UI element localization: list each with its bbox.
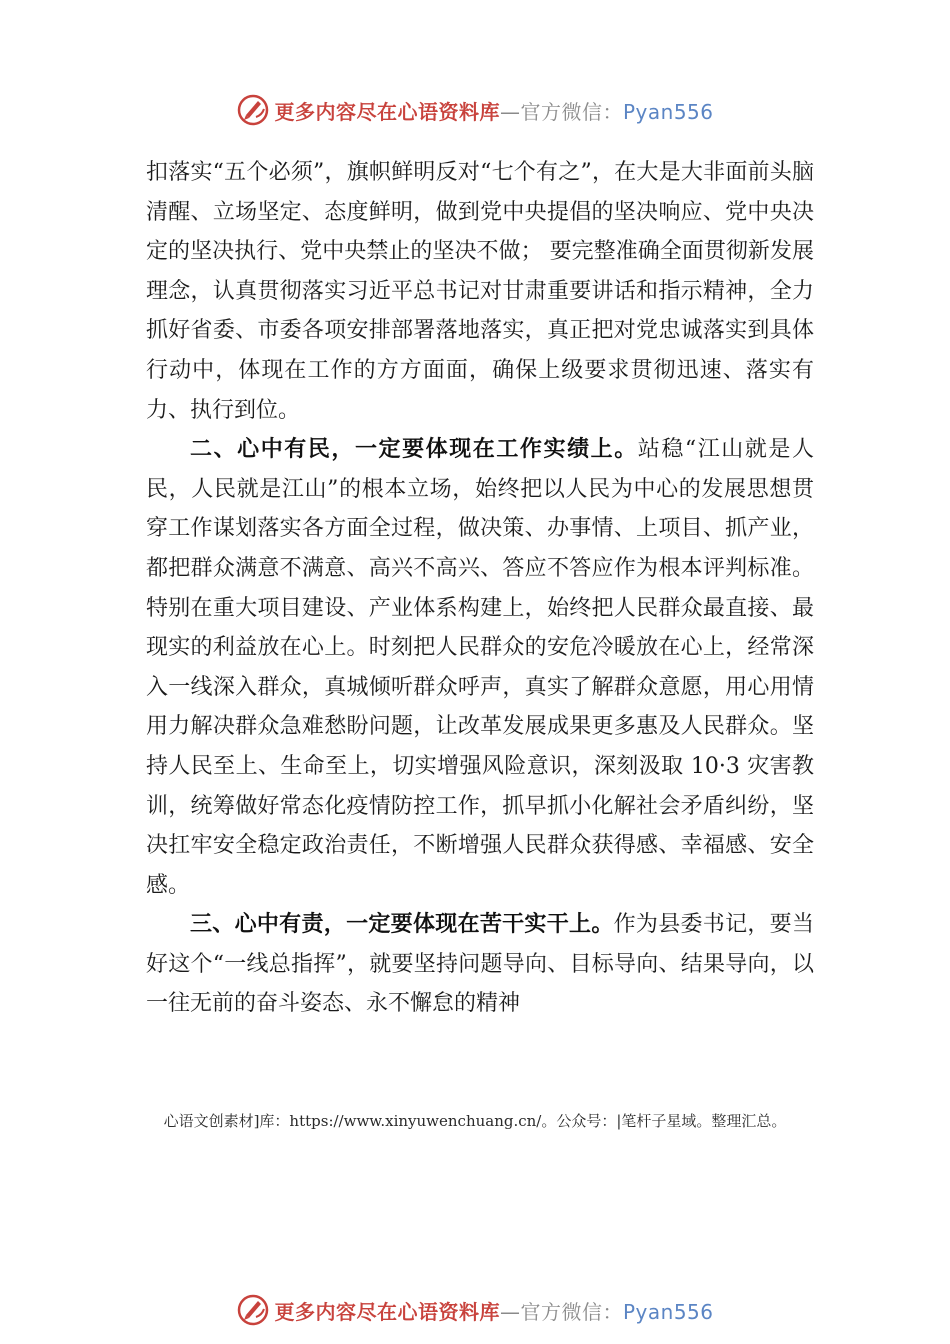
section-3-heading: 三、心中有责，一定要体现在苦干实干上。 <box>190 912 614 938</box>
section-3-body: 作为县委书记，要当好这个“一线总指挥”，就要坚持问题导向、目标导向、结果导向，以一往无前的奋斗姿态、永不懈怠的精神 <box>146 912 814 1017</box>
header-brand-text: 更多内容尽在心语资料库 <box>274 99 500 124</box>
section-2-body: 站稳“江山就是人民，人民就是江山”的根本立场，始终把以人民为中心的发展思想贯穿工作谋划落实各方面全过程，做决策、办事情、上项目、抓产业，都把群众满意不满意、高兴不高兴、答应不答应作为根本评判标准。特别在重大项目建设、产业体系构建上，始终把人民群众最直接、最现实的利益放在心上。时刻把人民群众的安危冷暖放在心上，经常深入一线深入群众，真城倾听群众呼声，真实了解群众意愿，用心用情用力解决群众急难愁盼问题，让改革发展成果更多惠及人民群众。坚持人民至上、生命至上，切实增强风险意识，深刻汲取 10·3 灾害教训，统筹做好常态化疫情防控工作，抓早抓小化解社会矛盾纠纷，坚决扛牢安全稳定政治责任，不断增强人民群众获得感、幸福感、安全感。 <box>146 437 814 898</box>
paragraph-1: 扣落实“五个必须”，旗帜鲜明反对“七个有之”，在大是大非面前头脑清醒、立场坚定、态度鲜明，做到党中央提倡的坚决响应、党中央决定的坚决执行、党中央禁止的坚决不做； 要完整准确全面贯彻新发展理念，认真贯彻落实习近平总书记对甘肃重要讲话和指示精神，全力抓好省委、市委各项安排部署落地落实，真正把对党忠诚落实到具体行动中，体现在工作的方方面面，确保上级要求贯彻迅速、落实有力、执行到位。 <box>146 160 814 423</box>
footer-dash: — <box>499 1299 521 1324</box>
brand-logo-icon <box>236 93 270 127</box>
header-wechat-id: Pyan556 <box>622 99 714 124</box>
section-2-heading: 二、心中有民，一定要体现在工作实绩上。 <box>190 437 638 463</box>
footer-banner <box>0 1288 950 1332</box>
header-dash: — <box>499 99 521 124</box>
header-wechat-label: 官方微信： <box>520 99 623 124</box>
brand-logo-icon <box>236 1293 270 1327</box>
header-banner <box>0 88 950 132</box>
document-body <box>146 153 814 1024</box>
paragraph-section-3 <box>146 905 814 1024</box>
footer-wechat-label: 官方微信： <box>520 1299 623 1324</box>
footer-source-note: 心语文创素材]库：https://www.xinyuwenchuang.cn/。公众号：|笔杆子星域。整理汇总。 <box>163 1112 787 1130</box>
footer-wechat-id: Pyan556 <box>622 1299 714 1324</box>
paragraph-section-2 <box>146 430 814 905</box>
footer-brand-text: 更多内容尽在心语资料库 <box>274 1299 500 1324</box>
